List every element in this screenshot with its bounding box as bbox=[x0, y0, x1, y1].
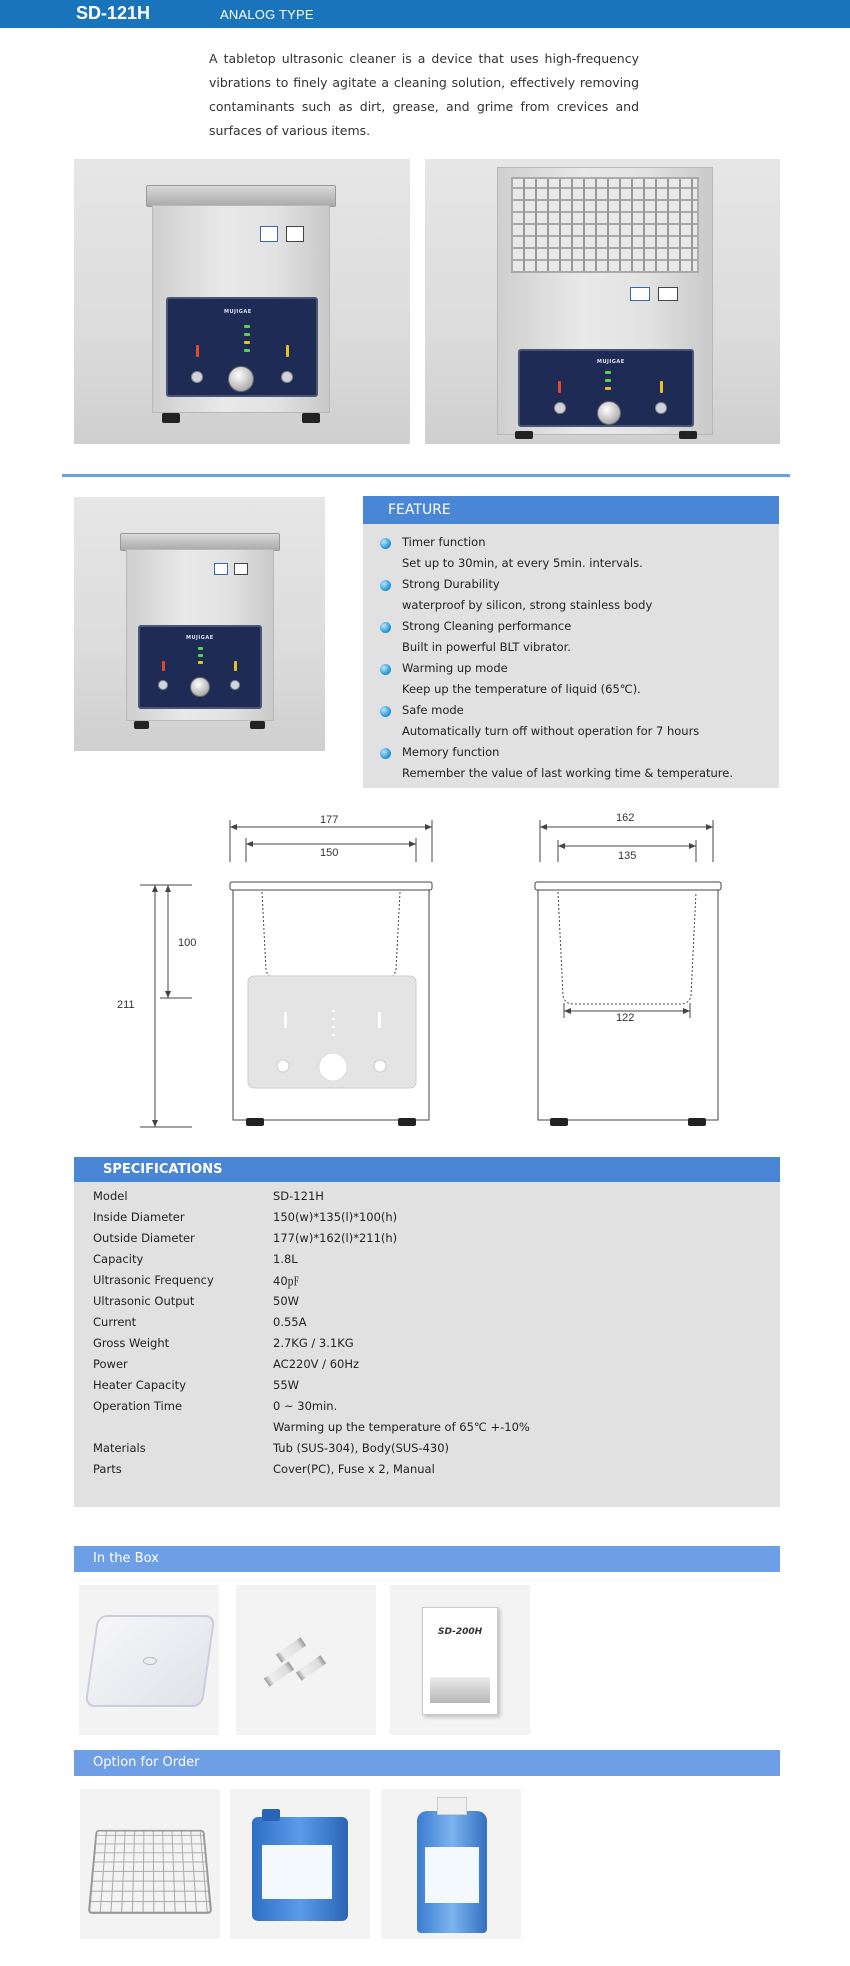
bullet-icon bbox=[380, 622, 391, 633]
spec-row bbox=[93, 1252, 773, 1273]
feature-item bbox=[380, 577, 780, 617]
spec-row bbox=[93, 1357, 773, 1378]
spec-value: 177(w)*162(l)*211(h) bbox=[273, 1231, 398, 1245]
feature-name: Safe mode bbox=[402, 703, 464, 717]
spec-value: Tub (SUS-304), Body(SUS-430) bbox=[273, 1441, 450, 1455]
bullet-icon bbox=[380, 538, 391, 549]
spec-value: 0.55A bbox=[273, 1315, 307, 1329]
section-divider bbox=[62, 474, 790, 477]
product-photo-small bbox=[74, 497, 325, 751]
spec-key: Parts bbox=[93, 1462, 122, 1476]
spec-row bbox=[93, 1231, 773, 1252]
spec-value: 55W bbox=[273, 1378, 300, 1392]
product-photo-front bbox=[74, 159, 410, 444]
feature-desc: Keep up the temperature of liquid (65℃). bbox=[402, 682, 641, 696]
feature-name: Strong Cleaning performance bbox=[402, 619, 572, 633]
option-title: Option for Order bbox=[93, 1755, 200, 1770]
spec-row bbox=[93, 1378, 773, 1399]
spec-value: 50W bbox=[273, 1294, 300, 1308]
bullet-icon bbox=[380, 664, 391, 675]
spec-key: Operation Time bbox=[93, 1399, 183, 1413]
dim-side-outer: 162 bbox=[616, 812, 635, 824]
option-item-basket bbox=[80, 1789, 220, 1939]
feature-desc: Built in powerful BLT vibrator. bbox=[402, 640, 571, 654]
spec-key: Current bbox=[93, 1315, 137, 1329]
bullet-icon bbox=[380, 706, 391, 717]
spec-row bbox=[93, 1462, 773, 1483]
spec-key: Materials bbox=[93, 1441, 146, 1455]
brand-logo-2: MUJIGAE bbox=[597, 359, 625, 365]
spec-row bbox=[93, 1294, 773, 1315]
spec-value: SD-121H bbox=[273, 1189, 324, 1203]
spec-value: 0 ~ 30min. bbox=[273, 1399, 338, 1413]
in-box-bar bbox=[74, 1546, 780, 1572]
feature-item bbox=[380, 535, 780, 575]
spec-key: Ultrasonic Output bbox=[93, 1294, 195, 1308]
dim-depth: 100 bbox=[178, 937, 197, 949]
feature-name: Strong Durability bbox=[402, 577, 500, 591]
product-photo-basket bbox=[425, 159, 780, 444]
dim-front-outer: 177 bbox=[320, 814, 339, 826]
feature-item bbox=[380, 703, 780, 743]
feature-name: Timer function bbox=[402, 535, 486, 549]
dimension-drawing bbox=[0, 800, 850, 1140]
in-box-title: In the Box bbox=[93, 1551, 159, 1566]
feature-name: Memory function bbox=[402, 745, 500, 759]
feature-item bbox=[380, 661, 780, 701]
feature-item bbox=[380, 745, 780, 785]
feature-desc: Remember the value of last working time & temperature. bbox=[402, 766, 733, 780]
spec-key: Ultrasonic Frequency bbox=[93, 1273, 214, 1287]
spec-row bbox=[93, 1210, 773, 1231]
spec-value: 1.8L bbox=[273, 1252, 298, 1266]
feature-desc: waterproof by silicon, strong stainless body bbox=[402, 598, 653, 612]
spec-row bbox=[93, 1399, 773, 1420]
spec-value: 150(w)*135(l)*100(h) bbox=[273, 1210, 398, 1224]
dim-height: 211 bbox=[117, 999, 135, 1011]
brand-logo-3: MUJIGAE bbox=[186, 635, 214, 641]
box-item-cover bbox=[79, 1585, 219, 1735]
dim-side-inner-top: 135 bbox=[618, 850, 637, 862]
spec-key: Capacity bbox=[93, 1252, 144, 1266]
option-item-jerrycan bbox=[230, 1789, 370, 1939]
feature-item bbox=[380, 619, 780, 659]
box-item-fuses bbox=[236, 1585, 376, 1735]
manual-label: SD-200H bbox=[438, 1627, 483, 1637]
spec-key: Gross Weight bbox=[93, 1336, 170, 1350]
spec-row bbox=[93, 1315, 773, 1336]
model-title: SD-121H bbox=[76, 3, 151, 23]
spec-value: 40㎊ bbox=[273, 1274, 300, 1288]
feature-desc: Set up to 30min, at every 5min. intervals. bbox=[402, 556, 643, 570]
spec-value: Warming up the temperature of 65℃ +-10% bbox=[273, 1420, 530, 1434]
dim-front-inner: 150 bbox=[320, 847, 339, 859]
spec-value: Cover(PC), Fuse x 2, Manual bbox=[273, 1462, 435, 1476]
spec-key: Power bbox=[93, 1357, 128, 1371]
spec-row bbox=[93, 1336, 773, 1357]
spec-row bbox=[93, 1441, 773, 1462]
spec-key: Heater Capacity bbox=[93, 1378, 186, 1392]
bullet-icon bbox=[380, 748, 391, 759]
spec-value: AC220V / 60Hz bbox=[273, 1357, 360, 1371]
spec-key: Inside Diameter bbox=[93, 1210, 185, 1224]
feature-desc: Automatically turn off without operation for 7 hours bbox=[402, 724, 700, 738]
type-subtitle: ANALOG TYPE bbox=[220, 7, 314, 22]
feature-name: Warming up mode bbox=[402, 661, 508, 675]
spec-key: Outside Diameter bbox=[93, 1231, 195, 1245]
spec-row bbox=[93, 1273, 773, 1294]
box-item-manual bbox=[390, 1585, 530, 1735]
intro-text: A tabletop ultrasonic cleaner is a device that uses high-frequency vibrations to finely agitate a cleaning solution, effectively removing contaminants such as dirt, grease, and grime from crevices and surfaces of various items. bbox=[209, 51, 639, 138]
specs-title: SPECIFICATIONS bbox=[103, 1162, 223, 1177]
brand-logo-1: MUJIGAE bbox=[224, 309, 252, 315]
bullet-icon bbox=[380, 580, 391, 591]
spec-key: Model bbox=[93, 1189, 128, 1203]
spec-row bbox=[93, 1420, 773, 1441]
dim-side-inner-bottom: 122 bbox=[616, 1012, 635, 1024]
option-item-bottle bbox=[381, 1789, 521, 1939]
spec-value: 2.7KG / 3.1KG bbox=[273, 1336, 354, 1350]
feature-title: FEATURE bbox=[388, 502, 451, 518]
spec-row bbox=[93, 1189, 773, 1210]
